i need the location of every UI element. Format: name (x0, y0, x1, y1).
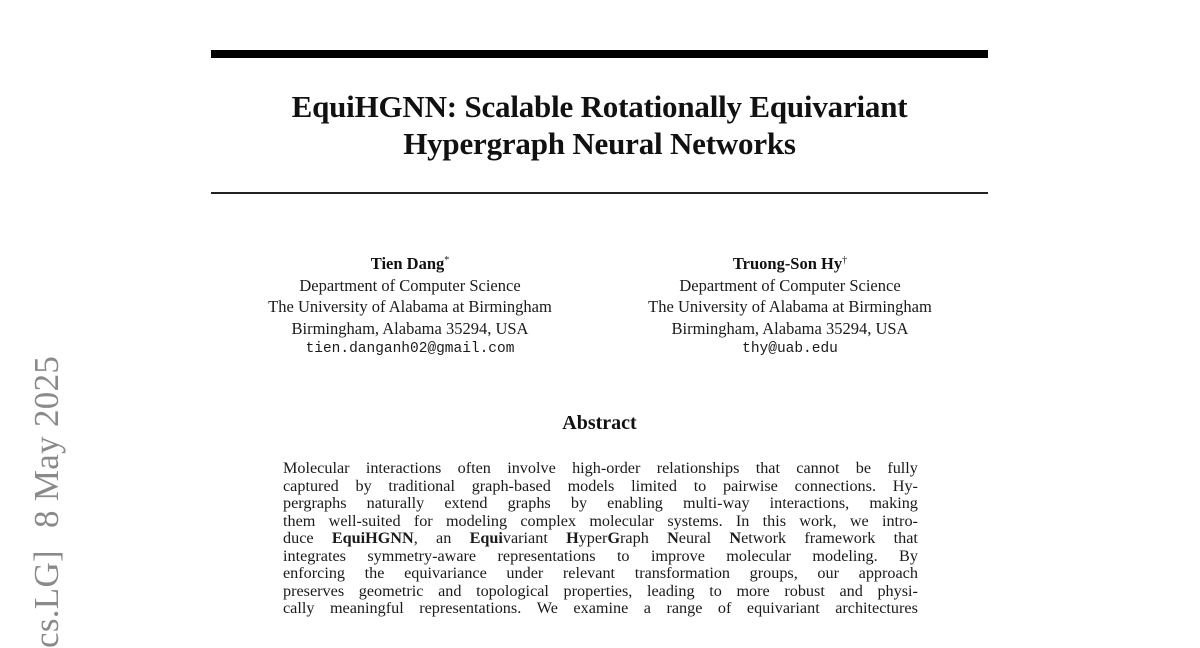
abstract-word: by (570, 494, 588, 512)
author-address: Birmingham, Alabama 35294, USA (671, 318, 909, 338)
abstract-word: work, (799, 511, 837, 530)
abstract-heading: Abstract (562, 412, 637, 434)
abstract-word: representations. (419, 599, 522, 617)
abstract-word: fully (887, 459, 918, 477)
abstract-word: making (869, 494, 918, 512)
abstract-word: approach (858, 564, 918, 582)
abstract-word: range (666, 599, 703, 617)
abstract-word: modeling (445, 511, 508, 530)
abstract-word: By (899, 546, 918, 565)
abstract-word: topological (476, 581, 549, 600)
abstract-word: Hy- (892, 476, 918, 495)
author-footnote-mark: † (842, 255, 848, 266)
abstract-word: equivariance (404, 564, 487, 582)
abstract-word: pergraphs (283, 494, 347, 512)
abstract-word: traditional (388, 476, 455, 495)
abstract-word: extend (444, 494, 488, 512)
author-block-1 (230, 250, 590, 361)
abstract-word: equivariant (746, 599, 820, 617)
abstract-word: our (817, 564, 839, 582)
abstract-word: molecular (589, 511, 655, 530)
abstract-word: we (849, 511, 869, 530)
abstract-line (283, 600, 918, 618)
abstract-word: symmetry-aware (367, 546, 477, 565)
author-footnote-mark: * (444, 255, 450, 266)
abstract-word: molecular (726, 546, 792, 565)
abstract-word: interactions, (769, 494, 850, 512)
title-top-rule (211, 50, 988, 58)
arxiv-side-stamp (27, 355, 66, 648)
abstract-word: more (736, 581, 770, 600)
abstract-word: intro- (881, 511, 918, 530)
abstract-word: by (355, 476, 372, 495)
abstract-word: preserves (283, 581, 345, 600)
title-line-1: EquiHGNN: Scalable Rotationally Equivariant (291, 89, 908, 124)
abstract-word: examine (573, 599, 629, 617)
abstract-word: for (413, 511, 433, 530)
abstract-word: improve (650, 546, 705, 565)
abstract-word: geometric (358, 581, 424, 600)
abstract-line (283, 565, 918, 583)
author-institution: The University of Alabama at Birmingham (648, 297, 932, 316)
abstract-word: groups, (749, 564, 798, 582)
title-bottom-rule (211, 192, 988, 194)
abstract-word: physi- (877, 581, 918, 600)
abstract-word: often (457, 459, 491, 477)
author-address: Birmingham, Alabama 35294, USA (291, 318, 529, 338)
abstract-word: modeling. (812, 546, 878, 565)
abstract-word: In (735, 511, 750, 530)
abstract-word: connections. (794, 476, 876, 495)
abstract-word: limited (631, 476, 677, 495)
abstract-word: enabling (607, 494, 663, 512)
abstract-word: integrates (283, 546, 346, 565)
arxiv-category: cs.LG] (27, 549, 66, 648)
abstract-word: cannot (796, 459, 840, 477)
abstract-word: of (717, 599, 732, 617)
abstract-word: this (762, 511, 787, 530)
abstract-word: that (755, 459, 780, 477)
abstract-line (283, 478, 918, 496)
abstract-word: EquiHGNN, (331, 529, 418, 547)
abstract-word: leading (646, 581, 695, 600)
abstract-word: high-order (572, 459, 641, 477)
abstract-word: framework (804, 529, 876, 547)
abstract-word: to (693, 476, 707, 495)
abstract-word: that (893, 529, 918, 547)
abstract-word: HyperGraph (566, 529, 649, 547)
abstract-word: We (536, 599, 558, 617)
abstract-line (283, 513, 918, 531)
author-block-2 (610, 250, 970, 361)
abstract-word: an (436, 529, 452, 547)
abstract-word: to (709, 581, 722, 600)
paper-title (211, 88, 988, 162)
abstract-word: enforcing (283, 564, 346, 582)
abstract-line (283, 583, 918, 601)
abstract-word: well-suited (328, 511, 401, 530)
title-line-2: Hypergraph Neural Networks (403, 126, 796, 161)
abstract-word: them (283, 511, 316, 530)
author-email[interactable]: tien.danganh02@gmail.com (305, 341, 515, 357)
author-department: Department of Computer Science (679, 275, 901, 295)
abstract-word: robust (784, 581, 825, 600)
author-name: Tien Dang (370, 254, 445, 273)
abstract-word: naturally (366, 494, 425, 512)
abstract-word: and (438, 581, 462, 600)
abstract-word: systems. (667, 511, 723, 530)
abstract-word: Equivariant (469, 529, 548, 547)
abstract-word: interactions (365, 459, 442, 477)
author-department: Department of Computer Science (299, 275, 521, 295)
abstract-word: relevant (562, 564, 616, 582)
abstract-word: Molecular (283, 459, 350, 477)
abstract-word: complex (520, 511, 577, 530)
abstract-line (283, 460, 918, 478)
author-email[interactable]: thy@uab.edu (742, 341, 838, 357)
abstract-line (283, 548, 918, 566)
abstract-word: Network (729, 529, 787, 547)
abstract-word: under (506, 564, 544, 582)
abstract-word: involve (507, 459, 556, 477)
arxiv-date: 8 May 2025 (27, 355, 66, 528)
abstract-word: multi-way (683, 494, 750, 512)
abstract-word: architectures (835, 599, 918, 617)
abstract-word: pairwise (723, 476, 778, 495)
abstract-word: properties, (563, 581, 633, 600)
abstract-word: graph-based (471, 476, 551, 495)
abstract-line (283, 495, 918, 513)
abstract-word: duce (283, 529, 314, 547)
abstract-word: and (839, 581, 863, 600)
abstract-word: relationships (656, 459, 740, 477)
abstract-word: models (567, 476, 615, 495)
abstract-word: representations (497, 546, 596, 565)
abstract-word: captured (283, 476, 339, 495)
abstract-word: meaningful (329, 599, 404, 617)
author-institution: The University of Alabama at Birmingham (268, 297, 552, 316)
abstract-word: the (364, 564, 385, 582)
author-name: Truong-Son Hy (732, 254, 843, 273)
abstract-word: transformation (634, 564, 731, 582)
abstract-word: to (616, 546, 630, 565)
abstract-word: be (855, 459, 872, 477)
abstract-word: graphs (507, 494, 551, 512)
abstract-word: cally (283, 599, 315, 617)
abstract-body (283, 460, 918, 618)
abstract-line (283, 530, 918, 548)
abstract-word: a (643, 599, 651, 617)
abstract-word: Neural (667, 529, 712, 547)
